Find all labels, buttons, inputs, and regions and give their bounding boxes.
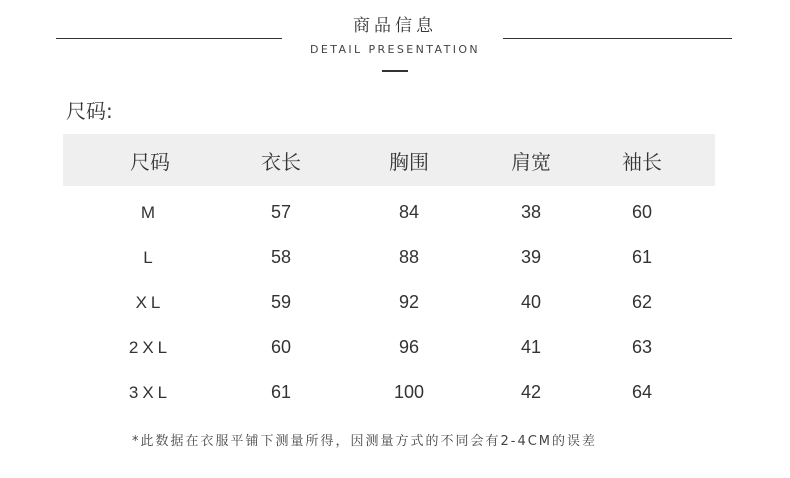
cell-shoulder: 38 (520, 202, 542, 222)
section-label: 尺码: (66, 99, 113, 123)
cell-sleeve: 62 (631, 292, 653, 312)
cell-length: 60 (270, 337, 292, 357)
column-header-chest: 胸围 (325, 134, 493, 186)
cell-sleeve: 64 (631, 382, 653, 402)
column-header-sleeve: 袖长 (569, 134, 715, 186)
table-row (63, 370, 715, 415)
column-header-length: 衣长 (237, 134, 325, 186)
cell-chest: 84 (398, 202, 420, 222)
table-header-row (63, 134, 715, 186)
header-title: 商品信息 (353, 16, 437, 36)
table-row (63, 235, 715, 280)
cell-length: 57 (270, 202, 292, 222)
cell-size: XL (135, 292, 165, 312)
cell-chest: 92 (398, 292, 420, 312)
cell-length: 61 (270, 382, 292, 402)
cell-shoulder: 41 (520, 337, 542, 357)
table-row (63, 325, 715, 370)
column-header-shoulder: 肩宽 (493, 134, 569, 186)
cell-size: L (143, 247, 157, 267)
cell-shoulder: 42 (520, 382, 542, 402)
cell-length: 59 (270, 292, 292, 312)
cell-chest: 96 (398, 337, 420, 357)
cell-chest: 100 (393, 382, 425, 402)
column-header-size: 尺码 (63, 134, 237, 186)
size-table (63, 134, 715, 415)
header-divider-right (503, 38, 732, 39)
table-row (63, 280, 715, 325)
cell-size: 2XL (128, 337, 172, 357)
cell-sleeve: 60 (631, 202, 653, 222)
cell-sleeve: 63 (631, 337, 653, 357)
cell-shoulder: 40 (520, 292, 542, 312)
table-row (63, 186, 715, 235)
cell-sleeve: 61 (631, 247, 653, 267)
cell-size: M (140, 202, 160, 222)
cell-length: 58 (270, 247, 292, 267)
header-divider-left (56, 38, 282, 39)
measurement-footnote: *此数据在衣服平铺下测量所得，因测量方式的不同会有2-4CM的误差 (132, 434, 598, 449)
cell-shoulder: 39 (520, 247, 542, 267)
header-accent-dash (382, 70, 408, 72)
cell-size: 3XL (128, 382, 172, 402)
cell-chest: 88 (398, 247, 420, 267)
header-subtitle: DETAIL PRESENTATION (309, 43, 481, 56)
